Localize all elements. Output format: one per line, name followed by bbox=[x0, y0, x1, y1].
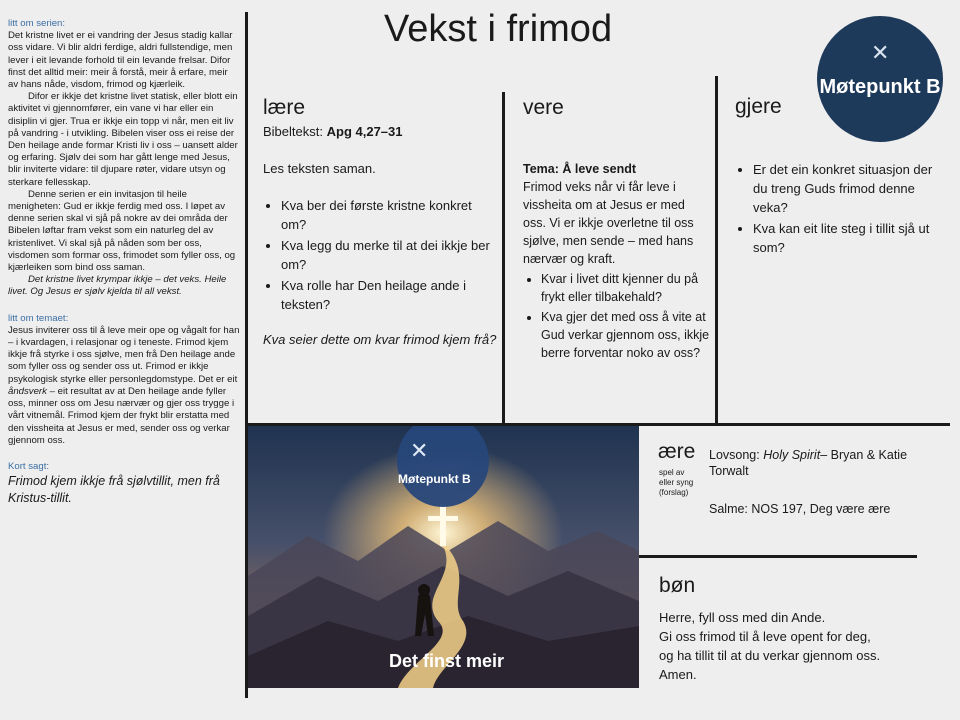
gjere-section bbox=[735, 160, 943, 259]
salme: Salme: NOS 197, Deg være ære bbox=[709, 502, 891, 516]
page-title: Vekst i frimod bbox=[384, 8, 613, 50]
gjere-heading: gjere bbox=[735, 95, 782, 118]
cover-image bbox=[248, 426, 639, 688]
temaet-heading: litt om temaet: bbox=[8, 312, 69, 324]
serien-paragraph-1: Det kristne livet er ei vandring der Jesus stadig kallar oss vidare. Vi blir aldri ferdige, aldri fullstendige, men lever i eit levande forhold til ein levande frelsar. Difor finst det alltid meir: meir å forstå, meir å erfare, meir av hans nåde, visdom, frimod og kjærleik. bbox=[8, 30, 233, 91]
list-item: • Er det ein konkret situasjon der du treng Guds frimod denne veka? bbox=[753, 160, 943, 217]
divider-aere-bon bbox=[639, 555, 917, 558]
laere-intro: Les teksten saman. bbox=[263, 161, 376, 176]
lovsong: Lovsong: Holy Spirit– Bryan & Katie Torwalt bbox=[709, 448, 908, 478]
image-caption: Det finst meir bbox=[389, 651, 505, 671]
bon-prayer: Herre, fyll oss med din Ande. Gi oss frimod til å leve opent for deg, og ha tillit til at du verkar gjennom oss. Amen. bbox=[659, 610, 881, 682]
cross-icon: ✕ bbox=[410, 438, 429, 463]
list-item: • Kvar i livet ditt kjenner du på frykt eller tilbakehald? bbox=[541, 270, 711, 306]
list-item: • Kva ber dei første kristne konkret om? bbox=[281, 196, 499, 234]
cross-icon: ✕ bbox=[871, 40, 890, 65]
image-logo-text: Møtepunkt B bbox=[398, 472, 471, 486]
laere-heading: lære bbox=[263, 96, 306, 119]
bon-heading: bøn bbox=[659, 574, 696, 597]
list-item: • Kva kan eit lite steg i tillit sjå ut som? bbox=[753, 219, 943, 257]
serien-paragraph-2: Difor er ikkje det kristne livet statisk, eller blott ein aktivitet vi gjennomfører, ein vane vi har eller ein disiplin vi gjer. Trua er ikkje ein topp vi når, men eit liv på vandring - i utvikling. Bibelen viser oss ei reise der Den heilage ande formar Kristi liv i oss – uansett alder og erfaring. Sjølv dei som har gått lenge med Jesus, blir inviterte vidare: til djupare røter, vidare utsyn og sterkare fellesskap. bbox=[8, 91, 238, 188]
vere-text: Frimod veks når vi får leve i vissheita om at Jesus er med oss. Vi er ikkje overletne til oss sjølve, men sende – med hans nærvær og kraft. bbox=[523, 180, 694, 266]
aere-subtext: spel av eller syng (forslag) bbox=[659, 468, 694, 497]
aere-section bbox=[709, 447, 924, 517]
brand-logo: ✕ Møtepunkt B bbox=[817, 16, 943, 142]
gjere-questions bbox=[735, 160, 943, 257]
vere-tema: Tema: Å leve sendt bbox=[523, 162, 637, 176]
serien-paragraph-4: Det kristne livet krympar ikkje – det veks. Heile livet. Og Jesus er sjølv kjelda til all vekst. bbox=[8, 274, 227, 298]
serien-paragraph-3: Denne serien er ein invitasjon til heile menigheten: Gud er ikkje ferdig med oss. I løpet av denne serien skal vi sjå på nokre av dei områda der Bibelen løftar fram vekst som ein naturleg del av kristenlivet. Vi skal sjå på nåden som ber oss, visdomen som formar oss, frimodet som fyller oss, og kjærleiken som bind oss saman. bbox=[8, 188, 236, 274]
divider-laere-vere bbox=[502, 92, 505, 426]
laere-closing: Kva seier dette om kvar frimod kjem frå? bbox=[263, 332, 497, 347]
kort-text: Frimod kjem ikkje frå sjølvtillit, men frå Kristus-tillit. bbox=[8, 474, 220, 506]
vere-section bbox=[523, 160, 711, 364]
kort-heading: Kort sagt: bbox=[8, 460, 50, 472]
vere-questions bbox=[523, 270, 711, 362]
temaet-paragraph: Jesus inviterer oss til å leve meir ope og vågalt for han – i kvardagen, i relasjonar og i teneste. Frimod kjem ikkje frå styrke i oss sjølve, men frå Den heilage ande som fyller oss og sender oss ut. Frimod er ikkje psykologisk styrke eller personlegdomstype. Det er eit åndsverk – eit resultat av at Den heilage ande fyller oss, minner oss om Jesu nærvær og gjer oss trygge i vårt vitnemål. Frimod kjem der frykt blir erstatta med den vissheita at Jesus er med, sender oss og verkar gjennom oss. bbox=[8, 324, 240, 446]
serien-heading: litt om serien: bbox=[8, 18, 66, 29]
aere-heading: ære bbox=[658, 440, 696, 463]
list-item: • Kva rolle har Den heilage ande i teksten? bbox=[281, 276, 499, 314]
list-item: • Kva gjer det med oss å vite at Gud verkar gjennom oss, ikkje berre forventar noko av oss? bbox=[541, 308, 711, 362]
laere-questions bbox=[263, 196, 499, 314]
vere-heading: vere bbox=[523, 96, 564, 119]
laere-section: Bibeltekst: Apg 4,27–31 Les teksten saman. • Kva ber dei første kristne konkret om? • Kva legg du merke til at dei ikkje ber om? • Kva rolle har Den heilage ande i teksten? Kva seier dette om kvar frimod kjem frå? bbox=[263, 122, 499, 349]
series-info-column bbox=[8, 18, 240, 507]
list-item: • Kva legg du merke til at dei ikkje ber om? bbox=[281, 236, 499, 274]
divider-vere-gjere bbox=[715, 76, 718, 426]
